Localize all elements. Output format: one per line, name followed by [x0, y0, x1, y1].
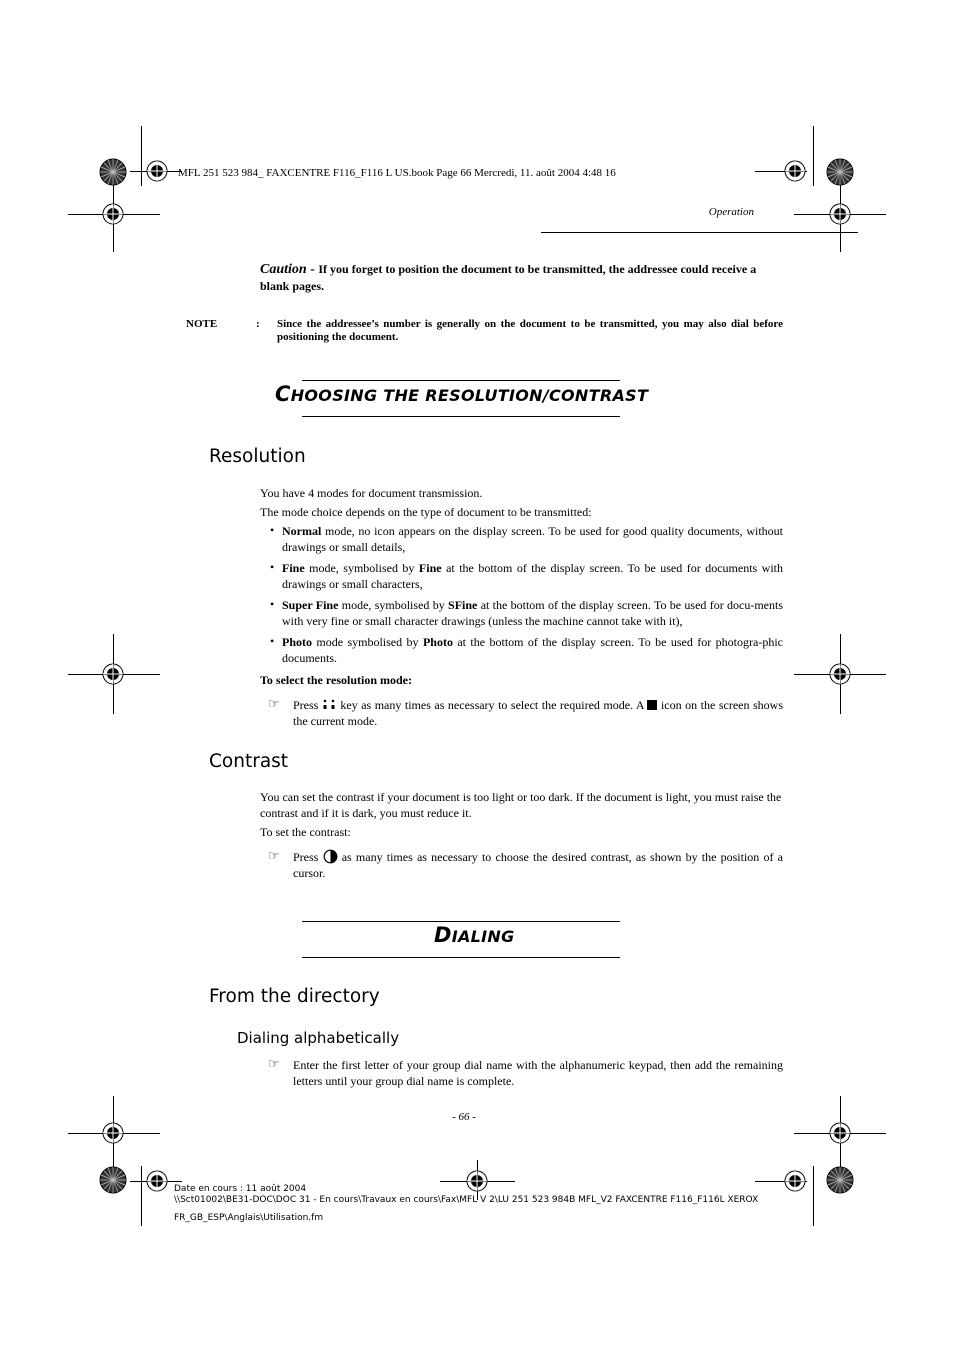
footer-path: \\Sct01002\BE31-DOC\DOC 31 - En cours\Travaux en cours\Fax\MFL V 2\LU 251 523 984B MFL_V2 FAXCENTRE F116_F116L XEROX — [174, 1195, 759, 1205]
contrast-step — [293, 849, 783, 881]
book-info: MFL 251 523 984_ FAXCENTRE F116_F116 L US.book Page 66 Mercredi, 11. août 2004 4:48 16 — [178, 167, 616, 179]
bullet-fine-text-b: at the bottom of the display screen. To be used for documents with drawings or small characters, — [282, 561, 784, 591]
bullet-fine — [282, 560, 783, 592]
section-rule-top — [302, 380, 620, 381]
resolution-step-c: icon on the screen shows the current mode. — [293, 698, 783, 728]
pointing-hand-icon: ☞ — [268, 1056, 280, 1071]
bullet-marker: • — [270, 634, 275, 648]
bullet-fine-symbol: Fine — [418, 561, 442, 575]
resolution-step-b: key as many times as necessary to select the required mode. A — [336, 698, 648, 712]
section-title-initial: C — [275, 382, 291, 406]
bullet-photo-text-b: at the bottom of the display screen. To be used for photogra-phic documents. — [282, 635, 783, 665]
bullet-fine-text-a: mode, symbolised by — [304, 561, 419, 575]
dialing-alphabetically-heading: Dialing alphabetically — [237, 1029, 400, 1047]
section-title-dialing — [434, 923, 515, 947]
section-title-resolution-contrast — [275, 382, 648, 406]
contrast-step-b: as many times as necessary to choose the desired contrast, as shown by the position of a cursor. — [293, 850, 783, 880]
contrast-key-icon — [323, 849, 338, 864]
resolution-intro-1: You have 4 modes for document transmission. — [260, 486, 483, 500]
section-rule-bottom — [302, 957, 620, 958]
bullet-super-fine-text-b: at the bottom of the display screen. To be used for docu-ments with very fine or small character drawings (unless the machine cannot take with it), — [282, 598, 783, 628]
section-title-rest: IALING — [451, 927, 515, 946]
caution-label: Caution - — [260, 262, 319, 277]
bullet-super-fine-text-a: mode, symbolised by — [338, 598, 449, 612]
bullet-super-fine-symbol: SFine — [448, 598, 478, 612]
running-title: Operation — [708, 206, 754, 218]
resolution-step-a: Press — [293, 698, 322, 712]
bullet-super-fine — [282, 597, 783, 629]
directory-heading: From the directory — [209, 986, 380, 1007]
bullet-photo — [282, 634, 783, 666]
bullet-normal — [282, 523, 783, 555]
contrast-heading: Contrast — [209, 751, 289, 772]
caution-text: If you forget to position the document to be transmitted, the addressee could receive a blank pages. — [260, 262, 757, 293]
contrast-intro-2: To set the contrast: — [260, 825, 351, 839]
section-rule-bottom — [302, 416, 620, 417]
bullet-marker: • — [270, 523, 275, 537]
resolution-procedure-title: To select the resolution mode: — [260, 673, 412, 687]
bullet-marker: • — [270, 597, 275, 611]
caution-paragraph — [260, 261, 783, 295]
pointing-hand-icon: ☞ — [268, 696, 280, 711]
note-text: Since the addressee’s number is generally on the document to be transmitted, you may also dial before positioning the document. — [277, 318, 783, 343]
section-title-initial: D — [434, 923, 452, 947]
section-rule-top — [302, 921, 620, 922]
resolution-key-icon — [322, 698, 337, 710]
bullet-photo-symbol: Photo — [422, 635, 453, 649]
page-number: - 66 - — [452, 1111, 476, 1123]
footer-date: Date en cours : 11 août 2004 — [174, 1184, 307, 1194]
contrast-intro: You can set the contrast if your document is too light or too dark. If the document is light, you must raise the contrast and if it is dark, you must reduce it. — [260, 790, 782, 820]
note-label: NOTE — [186, 318, 218, 330]
resolution-heading: Resolution — [209, 446, 306, 467]
bullet-normal-text: mode, no icon appears on the display screen. To be used for good quality documents, without drawings or small details, — [282, 524, 783, 554]
bullet-fine-term: Fine — [282, 561, 305, 575]
bullet-photo-term: Photo — [282, 635, 312, 649]
note-colon: : — [256, 318, 260, 330]
bullet-photo-text-a: mode symbolised by — [312, 635, 423, 649]
resolution-step — [293, 697, 783, 729]
bullet-normal-term: Normal — [282, 524, 322, 538]
directory-step: Enter the first letter of your group dial name with the alphanumeric keypad, then add the remaining letters until your group dial name is complete. — [293, 1058, 783, 1088]
mode-square-icon — [647, 700, 657, 710]
section-title-rest: HOOSING THE RESOLUTION/CONTRAST — [290, 386, 649, 405]
bullet-super-fine-term: Super Fine — [282, 598, 339, 612]
footer-file: FR_GB_ESP\Anglais\Utilisation.fm — [174, 1213, 324, 1223]
resolution-intro-2: The mode choice depends on the type of document to be transmitted: — [260, 505, 592, 519]
bullet-marker: • — [270, 560, 275, 574]
contrast-step-a: Press — [293, 850, 323, 864]
pointing-hand-icon: ☞ — [268, 848, 280, 863]
